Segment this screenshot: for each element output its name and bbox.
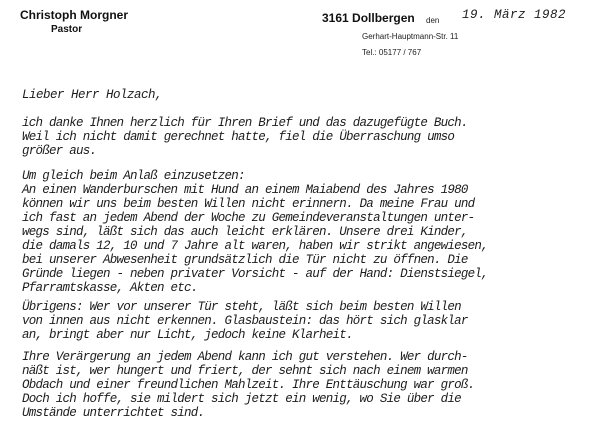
body-line: können wir uns beim besten Willen nicht erinnern. Da meine Frau und bbox=[22, 197, 475, 211]
body-line: von innen aus nicht erkennen. Glasbaustein: das hört sich glasklar bbox=[22, 314, 468, 328]
street-address: Gerhart-Hauptmann-Str. 11 bbox=[362, 32, 459, 41]
body-line: An einen Wanderburschen mit Hund an einem Maiabend des Jahres 1980 bbox=[22, 183, 468, 197]
body-line: Gründe liegen - neben privater Vorsicht - auf der Hand: Dienstsiegel, bbox=[22, 267, 488, 281]
body-line: größer aus. bbox=[22, 144, 97, 158]
body-line: Ihre Verärgerung an jedem Abend kann ich gut verstehen. Wer durch- bbox=[22, 350, 468, 364]
sender-name: Christoph Morgner bbox=[20, 8, 128, 22]
body-line: Um gleich beim Anlaß einzusetzen: bbox=[22, 169, 245, 183]
sender-title: Pastor bbox=[51, 24, 83, 35]
den-label: den bbox=[426, 16, 440, 25]
body-line: Umstände unterrichtet sind. bbox=[22, 406, 205, 420]
body-line: Obdach und einer freundlichen Mahlzeit. Ihre Enttäuschung war groß. bbox=[22, 378, 475, 392]
body-line: ich danke Ihnen herzlich für Ihren Brief und das dazugefügte Buch. bbox=[22, 116, 468, 130]
postcode-city: 3161 Dollbergen bbox=[322, 11, 415, 25]
body-line: bei unserer Abwesenheit grundsätzlich die Tür nicht zu öffnen. Die bbox=[22, 253, 468, 267]
body-line: ich fast an jedem Abend der Woche zu Gemeindeveranstaltungen unter- bbox=[22, 211, 475, 225]
phone-number: Tel.: 05177 / 767 bbox=[362, 48, 422, 57]
body-line: Weil ich nicht damit gerechnet hatte, fiel die Überraschung umso bbox=[22, 130, 455, 144]
body-line: Übrigens: Wer vor unserer Tür steht, läßt sich beim besten Willen bbox=[22, 300, 461, 314]
body-line: Doch ich hoffe, sie mildert sich jetzt ein wenig, wo Sie über die bbox=[22, 392, 461, 406]
salutation: Lieber Herr Holzach, bbox=[22, 88, 163, 102]
body-line: wegs sind, läßt sich das auch leicht erklären. Unsere drei Kinder, bbox=[22, 225, 468, 239]
body-line: näßt ist, wer hungert und friert, der sehnt sich nach einem warmen bbox=[22, 364, 468, 378]
body-line: die damals 12, 10 und 7 Jahre alt waren, haben wir strikt angewiesen, bbox=[22, 239, 488, 253]
body-line: an, bringt aber nur Licht, jedoch keine Klarheit. bbox=[22, 328, 353, 342]
letter-date: 19. März 1982 bbox=[462, 8, 567, 22]
body-line: Pfarramtskasse, Akten etc. bbox=[22, 281, 198, 295]
